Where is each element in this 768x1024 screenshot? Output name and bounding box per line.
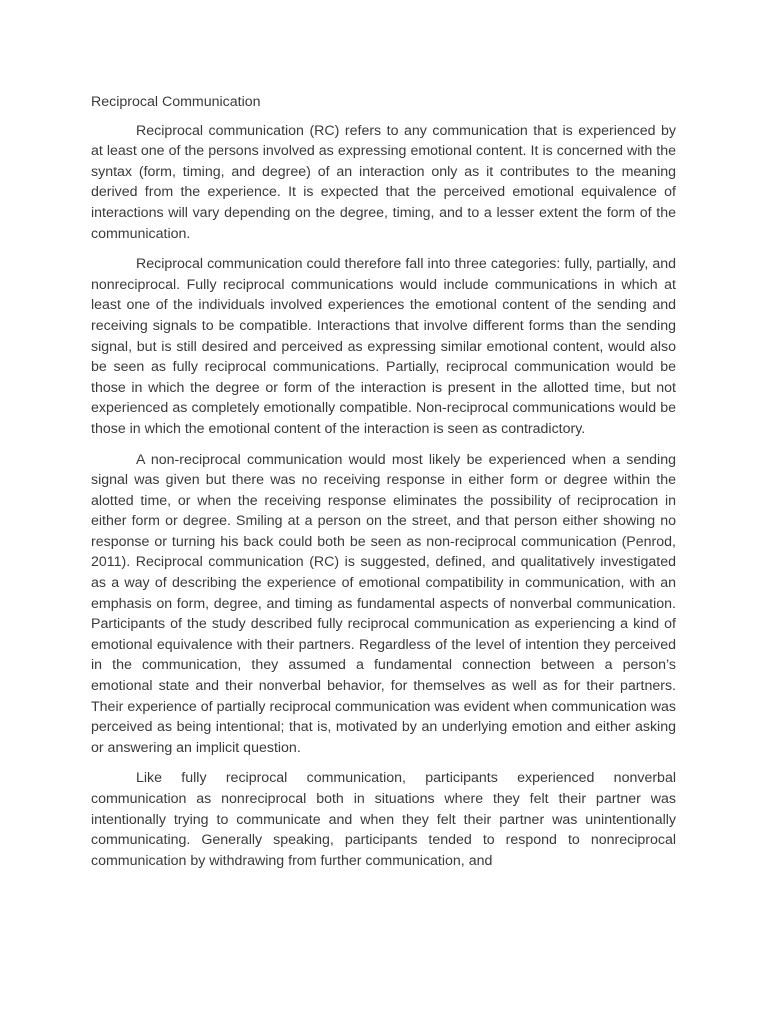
paragraph-1: Reciprocal communication (RC) refers to any communication that is experienced by at least one of the persons involved as expressing emotional content. It is concerned with the syntax (form, timing, and degree) of an interaction only as it contributes to the meaning derived from the experience. It is expected that the perceived emotional equivalence of interactions will vary depending on the degree, timing, and to a lesser extent the form of the communication. xyxy=(91,122,676,242)
paragraph-3: A non-reciprocal communication would most likely be experienced when a sending signal was given but there was no receiving response in either form or degree within the alotted time, or when the receiving response eliminates the possibility of reciprocation in either form or degree. Smiling at a person on the street, and that person either showing no response or turning his back could both be seen as non-reciprocal communication (Penrod, 2011). Reciprocal communication (RC) is suggested, defined, and qualitatively investigated as a way of describing the experience of emotional compatibility in communication, with an emphasis on form, degree, and timing as fundamental aspects of nonverbal communication. Participants of the study described fully reciprocal communication as experiencing a kind of emotional equivalence with their partners. Regardless of the level of intention they perceived in the communication, they assumed a fundamental connection between a person’s emotional state and their nonverbal behavior, for themselves as well as for their partners. Their experience of partially reciprocal communication was evident when communication was perceived as being intentional; that is, motivated by an underlying emotion and either asking or answering an implicit question. xyxy=(91,451,676,756)
paragraph-4: Like fully reciprocal communication, participants experienced nonverbal communication as nonreciprocal both in situations where they felt their partner was intentionally trying to communicate and when they felt their partner was unintentionally communicating. Generally speaking, participants tended to respond to nonreciprocal communication by withdrawing from further communication, and xyxy=(91,770,676,869)
document-title: Reciprocal Communication xyxy=(91,94,261,110)
paragraph-2: Reciprocal communication could therefore fall into three categories: fully, partially, and nonreciprocal. Fully reciprocal communications would include communications in which at least one of the individuals involved experiences the emotional content of the sending and receiving signals to be compatible. Interactions that involve different forms than the sending signal, but is still desired and perceived as expressing similar emotional content, would also be seen as fully reciprocal communications. Partially, reciprocal communication would be those in which the degree or form of the interaction is present in the allotted time, but not experienced as completely emotionally compatible. Non-reciprocal communications would be those in which the emotional content of the interaction is seen as contradictory. xyxy=(91,256,676,437)
document-body xyxy=(91,92,676,881)
